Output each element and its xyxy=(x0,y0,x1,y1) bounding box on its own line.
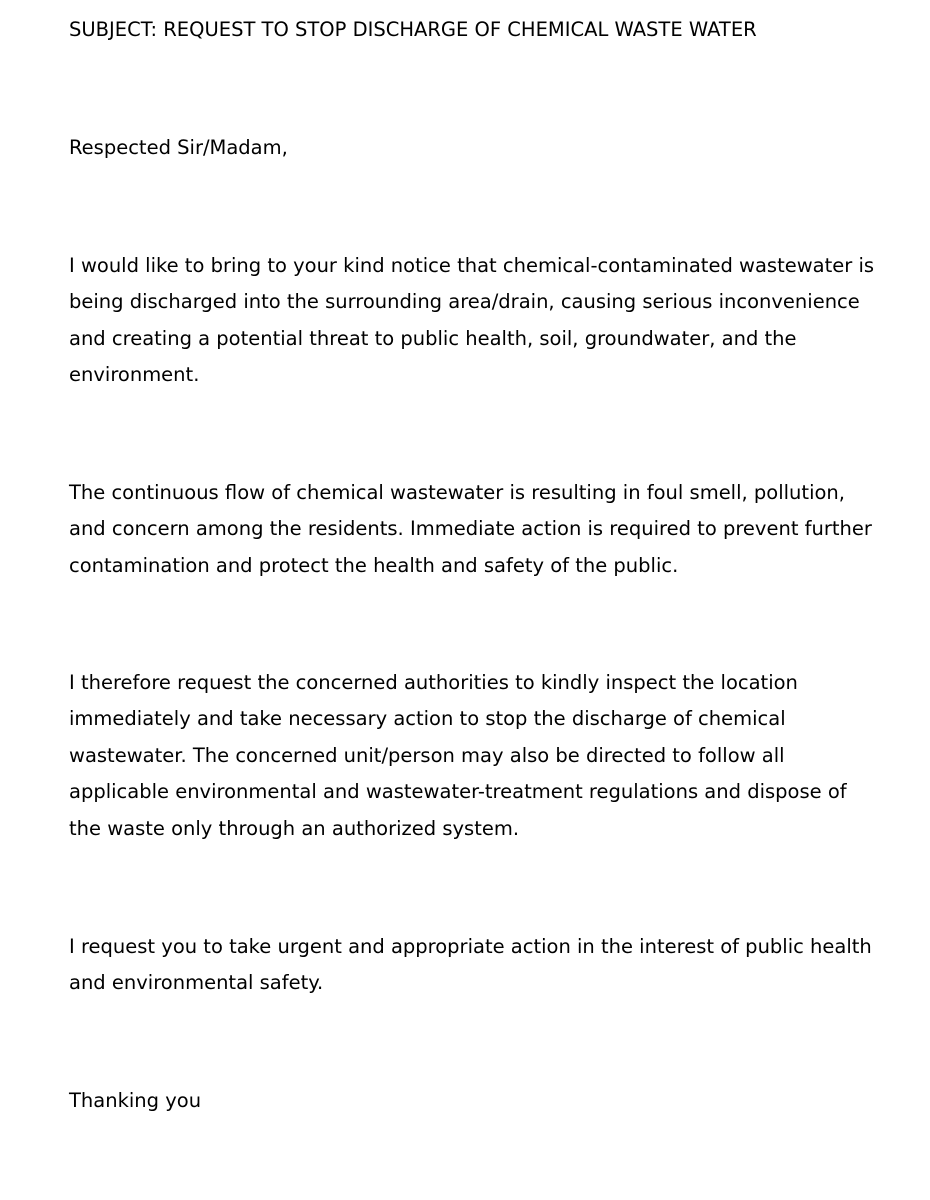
letter-salutation: Respected Sir/Madam, xyxy=(69,136,288,159)
paragraph-line: wastewater. The concerned unit/person may also be directed to follow all xyxy=(69,744,785,767)
paragraph-line: being discharged into the surrounding area/drain, causing serious inconvenience xyxy=(69,290,860,313)
paragraph-line: and environmental safety. xyxy=(69,971,324,994)
paragraph-line: the waste only through an authorized system. xyxy=(69,817,520,840)
paragraph-line: environment. xyxy=(69,363,200,386)
paragraph-line: and creating a potential threat to public health, soil, groundwater, and the xyxy=(69,327,797,350)
paragraph-line: and concern among the residents. Immediate action is required to prevent further xyxy=(69,517,872,540)
letter-closing: Thanking you xyxy=(69,1089,202,1112)
paragraph-line: I request you to take urgent and appropriate action in the interest of public health xyxy=(69,935,872,958)
paragraph-line: contamination and protect the health and safety of the public. xyxy=(69,554,679,577)
paragraph-line: I therefore request the concerned authorities to kindly inspect the location xyxy=(69,671,798,694)
paragraph-line: immediately and take necessary action to stop the discharge of chemical xyxy=(69,707,786,730)
paragraph-line: The continuous flow of chemical wastewater is resulting in foul smell, pollution, xyxy=(69,481,845,504)
paragraph-line: I would like to bring to your kind notice that chemical-contaminated wastewater is xyxy=(69,254,875,277)
paragraph-line: applicable environmental and wastewater-treatment regulations and dispose of xyxy=(69,780,847,803)
letter-subject: SUBJECT: REQUEST TO STOP DISCHARGE OF CHEMICAL WASTE WATER xyxy=(69,18,757,41)
